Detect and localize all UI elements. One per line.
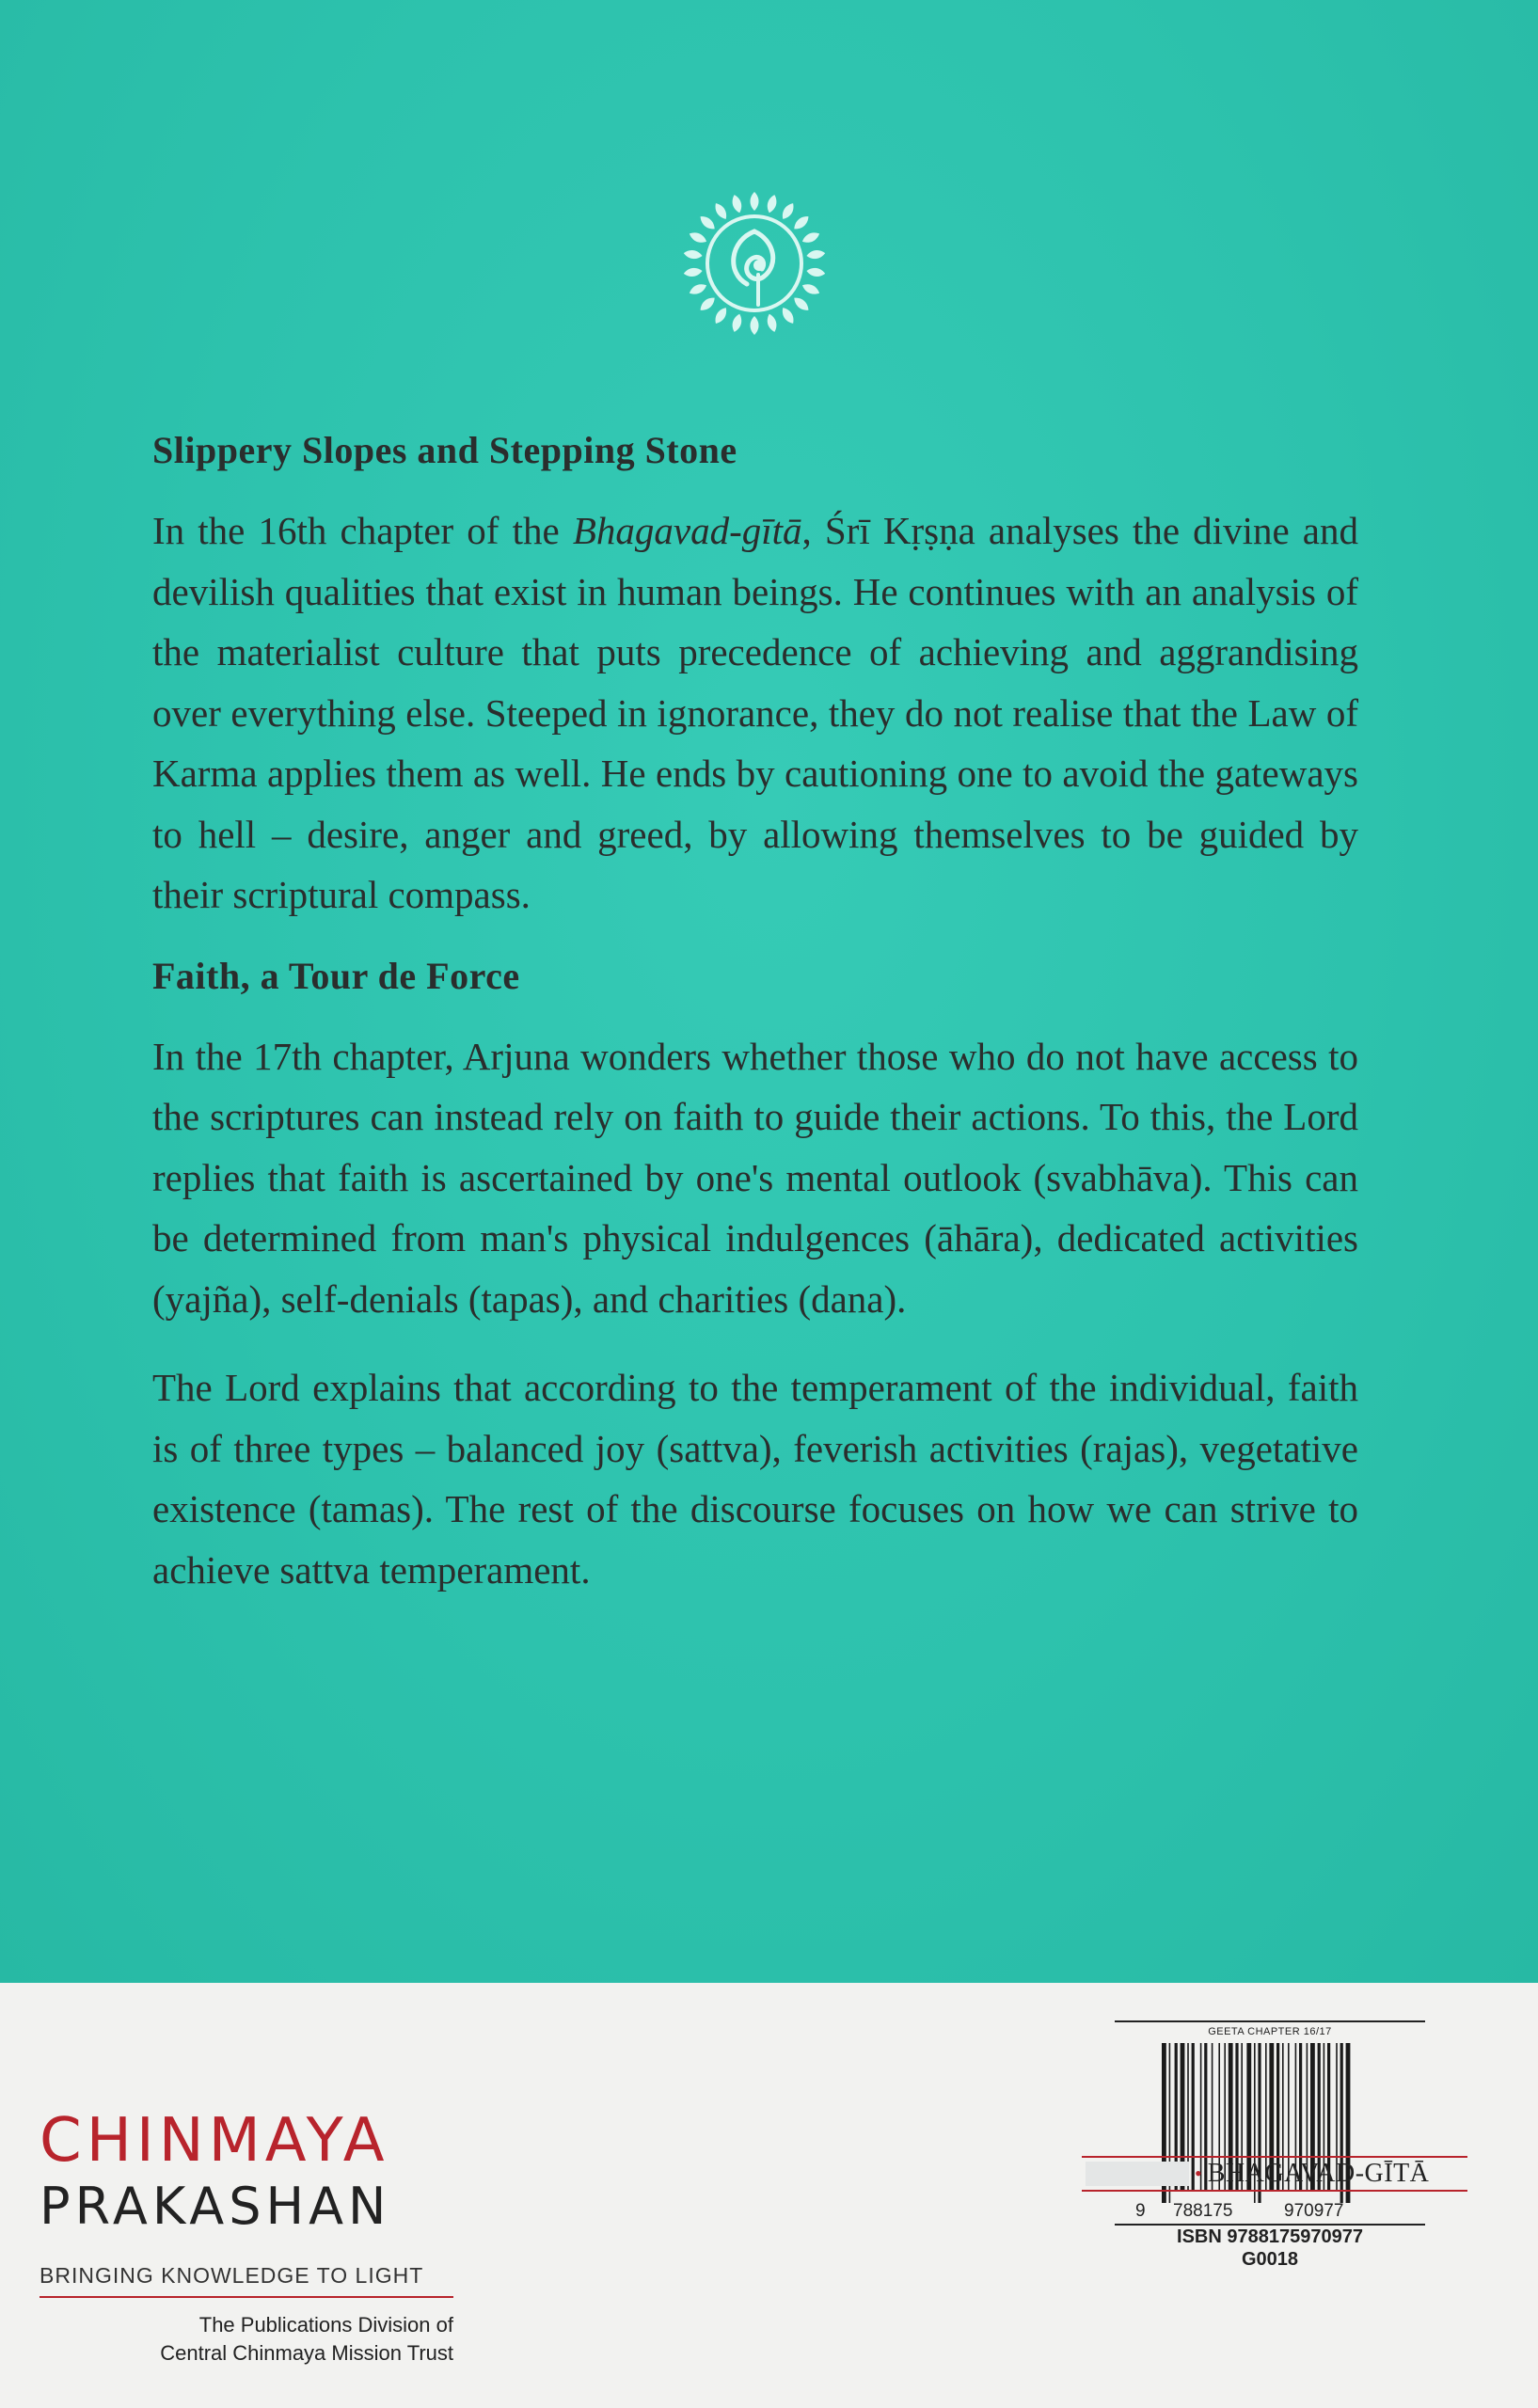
emblem-ray [791, 294, 811, 313]
tagline-divider [40, 2296, 453, 2298]
publisher-tagline: BRINGING KNOWLEDGE TO LIGHT [40, 2263, 424, 2288]
barcode-panel [1115, 2020, 1425, 2271]
emblem-ray [779, 306, 796, 326]
publisher-logo [40, 2107, 472, 2368]
title-mask [1086, 2162, 1189, 2186]
emblem-ray [688, 230, 708, 245]
section-paragraph-three-types: The Lord explains that according to the temperament of the individual, faith is of three types – balanced joy (sattva), feverish activities (rajas), vegetative existence (tamas). The rest of the discourse focuses on how we can strive to achieve sattva temperament. [152, 1366, 1358, 1592]
emblem-ray [791, 214, 811, 232]
publisher-band [0, 1983, 1538, 2408]
barcode-digits [1115, 2201, 1425, 2224]
emblem-ray [801, 281, 821, 296]
publisher-name-line2: PRAKASHAN [40, 2177, 391, 2236]
publisher-division-line2: Central Chinmaya Mission Trust [160, 2341, 453, 2365]
isbn-number: ISBN 9788175970977 [1177, 2226, 1363, 2247]
publisher-division-line1: The Publications Division of [198, 2313, 453, 2337]
emblem-ray [712, 201, 729, 222]
barcode-digits-right: 970977 [1284, 2201, 1344, 2221]
emblem-ray [712, 306, 729, 326]
section-heading-slippery-slopes: Slippery Slopes and Stepping Stone [152, 429, 737, 471]
emblem-ray [806, 249, 826, 261]
emblem-ray [688, 281, 708, 296]
emblem-ray [751, 316, 759, 335]
emblem-ray [765, 312, 778, 333]
publisher-name-line1: CHINMAYA [40, 2106, 389, 2176]
emblem-ray [730, 312, 743, 333]
back-cover-text [152, 428, 1358, 1628]
book-title: BHAGAVAD-GĪTĀ [1207, 2159, 1430, 2188]
barcode-digit-first: 9 [1135, 2201, 1146, 2221]
section-heading-faith: Faith, a Tour de Force [152, 954, 520, 997]
barcode-label: GEETA CHAPTER 16/17 [1208, 2026, 1332, 2037]
emblem-ray [683, 249, 703, 261]
emblem-ray [806, 267, 826, 278]
book-title-strip [1082, 2156, 1467, 2192]
title-bullet-icon: • [1195, 2162, 1202, 2185]
barcode-digits-left: 788175 [1173, 2201, 1233, 2221]
emblem-ray [698, 214, 718, 232]
barcode-top-rule [1115, 2020, 1425, 2022]
section-paragraph-chapter-17: In the 17th chapter, Arjuna wonders whether those who do not have access to the scriptures can instead rely on faith to guide their actions. To this, the Lord replies that faith is ascertained by one's mental outlook (svabhāva). This can be determined from man's physical indulgences (āhāra), dedicated activities (yajña), self-denials (tapas), and charities (dana). [152, 1034, 1358, 1321]
emblem-ray [730, 194, 743, 214]
lotus-emblem-icon [679, 188, 830, 339]
emblem-ray [698, 294, 718, 313]
emblem-ray [801, 230, 821, 245]
emblem-ray [765, 194, 778, 214]
product-code: G0018 [1241, 2249, 1299, 2270]
emblem-ray [779, 201, 796, 222]
emblem-ray [683, 267, 703, 278]
emblem-ray [751, 192, 759, 211]
section-paragraph-chapter-16: In the 16th chapter of the Bhagavad-gītā, Śrī Kṛṣṇa analyses the divine and devilish qualities that exist in human beings. He continues with an analysis of the materialist culture that puts precedence of achieving and aggrandising over everything else. Steeped in ignorance, they do not realise that the Law of Karma applies them as well. He ends by cautioning one to avoid the gateways to hell – desire, anger and greed, by allowing themselves to be guided by their scriptural compass. [152, 509, 1358, 916]
